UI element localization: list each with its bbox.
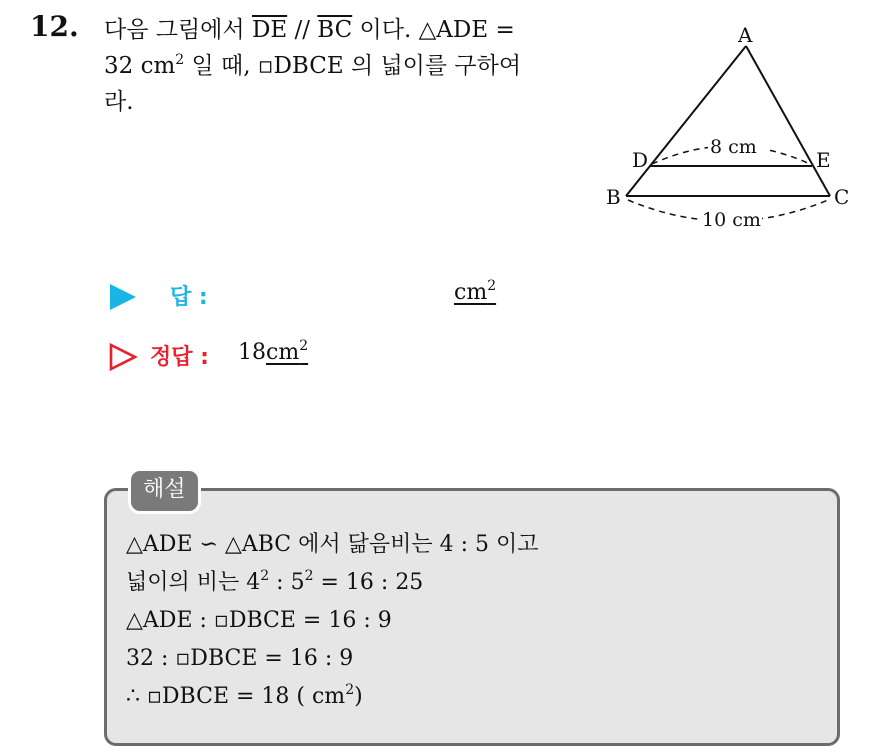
solution-line-2-b: : 5 <box>269 570 305 595</box>
question-line-1-pre: 다음 그림에서 <box>104 17 252 43</box>
answer-unit <box>454 280 496 305</box>
vertex-b-label: B <box>606 185 621 209</box>
question-area-exponent: 2 <box>175 52 185 68</box>
solution-line-3: △ADE : ▫DBCE = 16 : 9 <box>126 608 392 633</box>
solution-line-2 <box>126 564 539 602</box>
correct-answer-unit <box>266 340 308 365</box>
correct-answer-value <box>238 340 308 365</box>
question-text <box>104 12 604 120</box>
correct-answer-number: 18 <box>238 340 266 365</box>
correct-answer-unit-base: cm <box>266 340 300 365</box>
correct-answer-row <box>108 338 528 378</box>
question-line-2-post: 일 때, ▫DBCE 의 넓이를 구하여 <box>184 53 522 79</box>
bc-length-label: 10 cm <box>702 209 761 231</box>
answer-unit-exponent: 2 <box>487 278 497 294</box>
solution-tab: 해설 <box>128 468 201 514</box>
correct-answer-label: 정답 : <box>150 345 209 370</box>
side-ac <box>746 46 830 196</box>
segment-bc: $\overline{BC}$ <box>317 17 353 43</box>
solution-line-5-a: ∴ ▫DBCE = 18 ( cm <box>126 684 346 709</box>
solution-line-5 <box>126 678 539 716</box>
vertex-d-label: D <box>632 148 649 172</box>
vertex-a-label: A <box>738 23 753 47</box>
question-area-value: 32 cm <box>104 53 176 79</box>
play-triangle-icon <box>110 284 136 310</box>
solution-line-5-exponent: 2 <box>345 682 355 698</box>
solution-text <box>126 526 539 716</box>
question-line-1-post: 이다. △ADE = <box>352 17 515 43</box>
answer-row <box>108 278 528 318</box>
solution-line-4: 32 : ▫DBCE = 16 : 9 <box>126 646 354 671</box>
side-ab <box>626 46 746 196</box>
solution-line-2-a-exponent: 2 <box>260 568 270 584</box>
solution-line-2-a: 넓이의 비는 4 <box>126 570 261 595</box>
question-line-1 <box>104 12 604 48</box>
solution-line-2-b-exponent: 2 <box>304 568 314 584</box>
triangle-figure <box>600 16 860 236</box>
solution-line-2-c: = 16 : 25 <box>313 570 424 595</box>
de-length-label: 8 cm <box>710 136 757 158</box>
vertex-c-label: C <box>834 185 850 209</box>
solution-line-5-b: ) <box>354 684 363 709</box>
parallel-symbol: // <box>287 17 318 43</box>
vertex-e-label: E <box>816 148 831 172</box>
question-number: 12. <box>30 10 79 43</box>
answer-unit-base: cm <box>454 280 488 305</box>
solution-line-1: △ADE ∽ △ABC 에서 닮음비는 4 : 5 이고 <box>126 532 539 557</box>
segment-de: $\overline{DE}$ <box>251 17 288 43</box>
outline-triangle-icon <box>108 342 138 372</box>
answer-label: 답 : <box>170 285 208 310</box>
question-line-3: 라. <box>104 89 134 115</box>
question-line-2 <box>104 48 604 84</box>
correct-answer-unit-exponent: 2 <box>299 338 309 354</box>
